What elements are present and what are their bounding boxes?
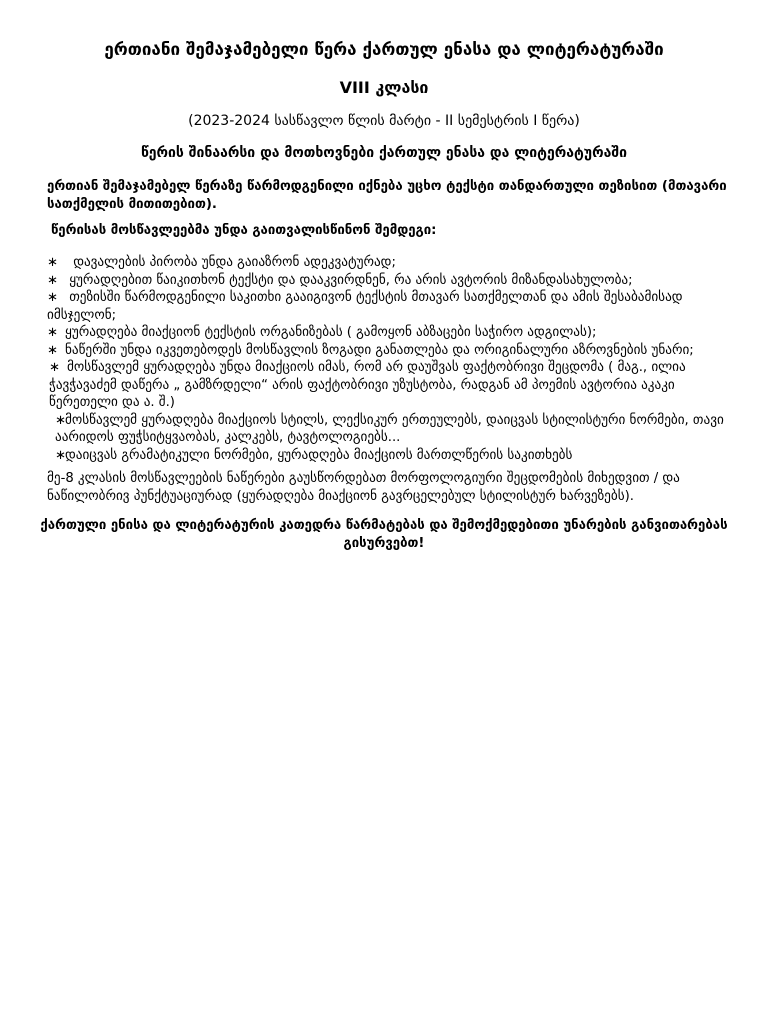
list-item: ∗ დავალების პირობა უნდა გაიაზრონ ადეკვატურად; (47, 255, 396, 270)
list-item: ∗ ნაწერში უნდა იკვეთებოდეს მოსწავლის ზოგადი განათლება და ორიგინალური აზროვნების უნარი; (47, 342, 694, 358)
list-item: ∗დაიცვას გრამატიკული ნორმები, ყურადღება მიაქციოს მართლწერის საკითხებს (55, 447, 573, 463)
period-subtitle: (2023-2024 სასწავლო წლის მარტი - II სემესტრის I წერა) (188, 113, 580, 129)
list-item: ∗ ყურადღებით წაიკითხონ ტექსტი და დააკვირდნენ, რა არის ავტორის მიზანდასახულობა; (47, 272, 633, 288)
list-item: ∗ თეზისში წარმოდგენილი საკითხი გააიგივონ ტექსტის მთავარ სათქმელთან და ამის შესაბამისად იმსჯელონ; (47, 290, 683, 323)
bullet-icon: ∗ (47, 290, 59, 305)
bullet-icon: ∗ (47, 342, 59, 358)
closing-message: ქართული ენისა და ლიტერატურის კათედრა წარმატებას და შემოქმედებითი უნარების განვითარებას გისურვებთ! (40, 518, 728, 551)
list-item: ∗მოსწავლემ ყურადღება მიაქციოს სტილს, ლექსიკურ ერთეულებს, დაიცვას სტილისტური ნორმები, თავი აარიდოს ფუჭსიტყვაობას, კალკებს, ტავტოლოგიებს... (55, 412, 724, 445)
bullet-icon: ∗ (55, 447, 67, 463)
bullet-icon: ∗ (49, 360, 61, 375)
section-heading: წერის შინაარსი და მოთხოვნები ქართულ ენასა და ლიტერატურაში (140, 145, 627, 161)
bullet-icon: ∗ (47, 325, 59, 340)
intro-paragraph: ერთიან შემაჯამებელ წერაზე წარმოდგენილი იქნება უცხო ტექსტი თანდართული თეზისით (მთავარი სათქმელის მითითებით). (47, 179, 727, 212)
bullet-icon: ∗ (47, 272, 59, 288)
grading-note: მე-8 კლასის მოსწავლეების ნაწერები გაუსწორდებათ მორფოლოგიური შეცდომების მიხედვით / და ნაწილობრივ პუნქტუაციურად (ყურადღება მიაქციონ გავრცელებულ სტილისტურ ხარვეზებს). (47, 471, 680, 504)
list-item: ∗ ყურადღება მიაქციონ ტექსტის ორგანიზებას ( გამოყონ აბზაცები საჭირო ადგილას); (47, 325, 597, 340)
bullet-icon: ∗ (47, 255, 59, 270)
list-item: ∗ მოსწავლემ ყურადღება უნდა მიაქციოს იმას, რომ არ დაუშვას ფაქტობრივი შეცდომა ( მაგ., ილია ჭავჭავაძემ დაწერა „ გამზრდელი“ არის ფაქტობრივი უზუსტობა, რადგან ამ პოემის ავტორია აკაკი წერეთელი და ა. შ.) (49, 360, 686, 410)
grade-label: VIII კლასი (339, 78, 429, 97)
instructions-heading: წერისას მოსწავლეებმა უნდა გაითვალისწინონ შემდეგი: (51, 223, 437, 238)
document-title: ერთიანი შემაჯამებელი წერა ქართულ ენასა და ლიტერატურაში (104, 40, 664, 60)
bullet-icon: ∗ (55, 412, 67, 428)
requirements-list (47, 254, 727, 464)
